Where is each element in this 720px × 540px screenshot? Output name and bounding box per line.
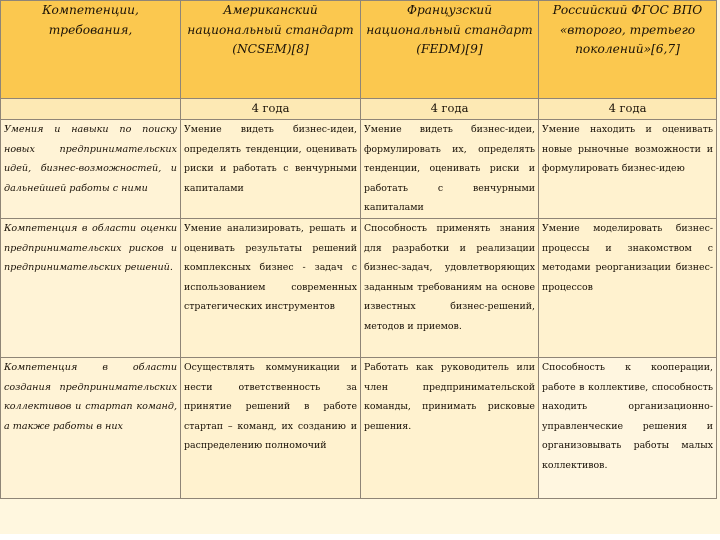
- row-ru-cell: Умение моделировать бизнес-процессы и знакомством с методами реорганизации бизнес-процессов: [539, 218, 717, 357]
- duration-fr: 4 года: [361, 99, 539, 120]
- header-fr-standard: Французский национальный стандарт (FEDM)[9]: [361, 1, 539, 99]
- row-fr-cell: Работать как руководитель или член предпринимательской команды, принимать рисковые решения.: [361, 357, 539, 498]
- header-us-standard: Американский национальный стандарт (NCSEM)[8]: [181, 1, 361, 99]
- table-row: [1, 218, 717, 357]
- duration-empty: [1, 99, 181, 120]
- duration-ru: 4 года: [539, 99, 717, 120]
- row-us-cell: Осуществлять коммуникации и нести ответственность за принятие решений в работе стартап – команд, их созданию и распределению полномочий: [181, 357, 361, 498]
- table-row: [1, 357, 717, 498]
- row-competence: Компетенция в области создания предпринимательских коллективов и стартап команд, а также работы в них: [1, 357, 181, 498]
- header-competence: Компетенции, требования,: [1, 1, 181, 99]
- duration-us: 4 года: [181, 99, 361, 120]
- row-ru-cell: Умение находить и оценивать новые рыночные возможности и формулировать бизнес-идею: [539, 120, 717, 219]
- row-competence: Компетенция в области оценки предпринимательских рисков и предпринимательских решений.: [1, 218, 181, 357]
- row-us-cell: Умение видеть бизнес-идеи, определять тенденции, оценивать риски и работать с венчурными капиталами: [181, 120, 361, 219]
- table-row: [1, 120, 717, 219]
- row-ru-cell: Способность к кооперации, работе в коллективе, способность находить организационно-управленческие решения и организовывать работы малых коллективов.: [539, 357, 717, 498]
- row-us-cell: Умение анализировать, решать и оценивать результаты решений комплексных бизнес - задач с использованием современных стратегических инструментов: [181, 218, 361, 357]
- table-header-row: [1, 1, 717, 99]
- header-ru-standard: Российский ФГОС ВПО «второго, третьего поколений»[6,7]: [539, 1, 717, 99]
- row-fr-cell: Умение видеть бизнес-идеи, формулировать их, определять тенденции, оценивать риски и работать с венчурными капиталами: [361, 120, 539, 219]
- duration-row: [1, 99, 717, 120]
- row-fr-cell: Способность применять знания для разработки и реализации бизнес-задач, удовлетворяющих заданным требованиям на основе известных бизнес-решений, методов и приемов.: [361, 218, 539, 357]
- row-competence: Умения и навыки по поиску новых предпринимательских идей, бизнес-возможностей, и дальнейшей работы с ними: [1, 120, 181, 219]
